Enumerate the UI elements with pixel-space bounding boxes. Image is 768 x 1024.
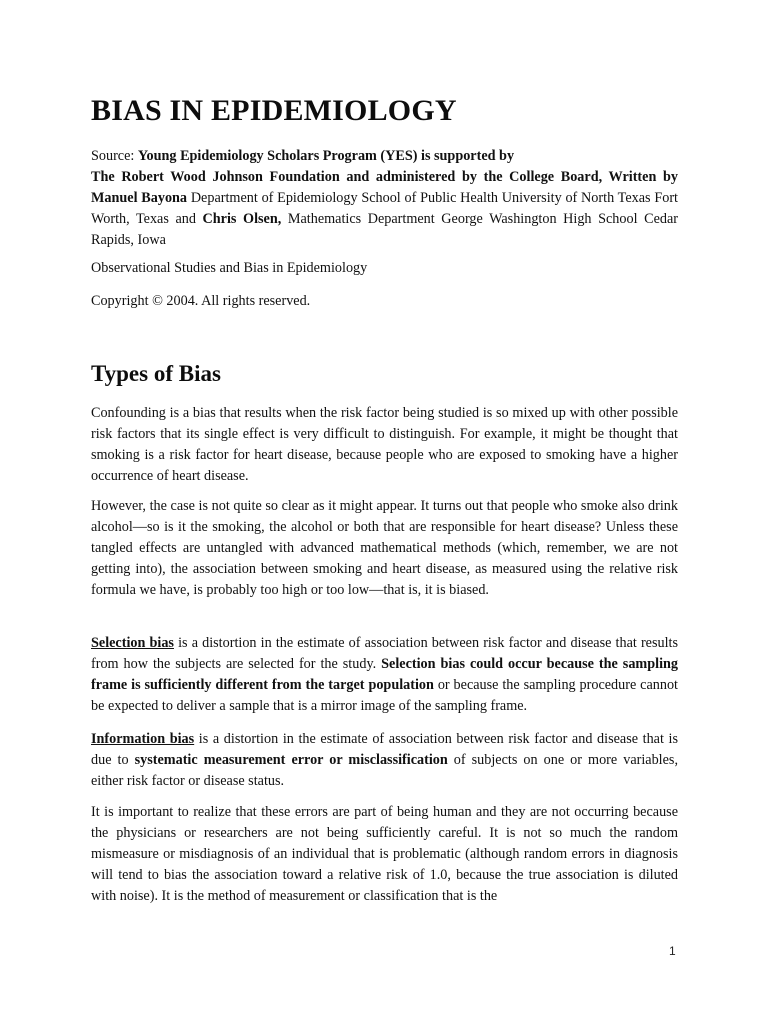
source-author-olsen: Chris Olsen, <box>202 211 282 227</box>
paragraph-confounding: Confounding is a bias that results when the risk factor being studied is so mixed up with other possible risk factors that its single effect is very difficult to distinguish. For example, it might be thought that smoking is a risk factor for heart disease, because people who are exposed to smoking have a higher occurrence of heart disease. <box>91 405 678 485</box>
paragraph-selection-bias <box>91 633 678 717</box>
selection-bias-emphasis: Selection bias could occur because the sampling frame is sufficiently different from the target population <box>91 656 678 694</box>
source-department: Department of Epidemiology School of Public Health University of North Texas Fort Worth, Texas and <box>91 190 679 227</box>
source-first-line <box>91 146 678 167</box>
copyright-line: Copyright © 2004. All rights reserved. <box>91 293 311 309</box>
term-information-bias: Information bias <box>91 731 195 747</box>
document-title: BIAS IN EPIDEMIOLOGY <box>91 94 457 127</box>
source-program: Young Epidemiology Scholars Program (YES) is supported by <box>137 148 515 164</box>
observational-studies-line: Observational Studies and Bias in Epidemiology <box>91 260 368 276</box>
paragraph-smoking-alcohol: However, the case is not quite so clear as it might appear. It turns out that people who smoke also drink alcohol—so is it the smoking, the alcohol or both that are responsible for heart disease? Unless these tangled effects are untangled with advanced mathematical methods (which, remember, we are not getting into), the association between smoking and heart disease, as measured using the relative risk formula we have, is probably too high or too low—that is, it is biased. <box>91 498 678 599</box>
source-label: Source: <box>91 148 138 164</box>
selection-bias-text2: or because the sampling procedure cannot be expected to deliver a sample that is a mirror image of the sampling frame. <box>91 677 679 715</box>
paragraph-errors: It is important to realize that these errors are part of being human and they are not occurring because the physicians or researchers are not being sufficiently careful. It is not so much the random mismeasure or misdiagnosis of an individual that is problematic (although random errors in diagnosis will tend to bias the association toward a relative risk of 1.0, because the true association is diluted with noise). It is the method of measurement or classification that is the <box>91 804 678 905</box>
information-bias-text2: of subjects on one or more variables, either risk factor or disease status. <box>91 752 678 790</box>
source-affiliation: Mathematics Department George Washington High School Cedar Rapids, Iowa <box>91 211 678 248</box>
information-bias-text1: is a distortion in the estimate of association between risk factor and disease that is due to <box>91 731 678 769</box>
source-foundation: The Robert Wood Johnson Foundation and administered by the College Board, Written by Manuel Bayona <box>91 169 678 206</box>
term-selection-bias: Selection bias <box>91 635 174 651</box>
page-number: 1 <box>669 944 676 958</box>
paragraph-information-bias <box>91 729 678 792</box>
source-paragraph <box>91 146 678 251</box>
selection-bias-text1: is a distortion in the estimate of association between risk factor and disease that results from how the subjects are selected for the study. <box>91 635 679 673</box>
information-bias-emphasis: systematic measurement error or misclassification <box>134 752 448 769</box>
section-heading: Types of Bias <box>91 361 221 386</box>
